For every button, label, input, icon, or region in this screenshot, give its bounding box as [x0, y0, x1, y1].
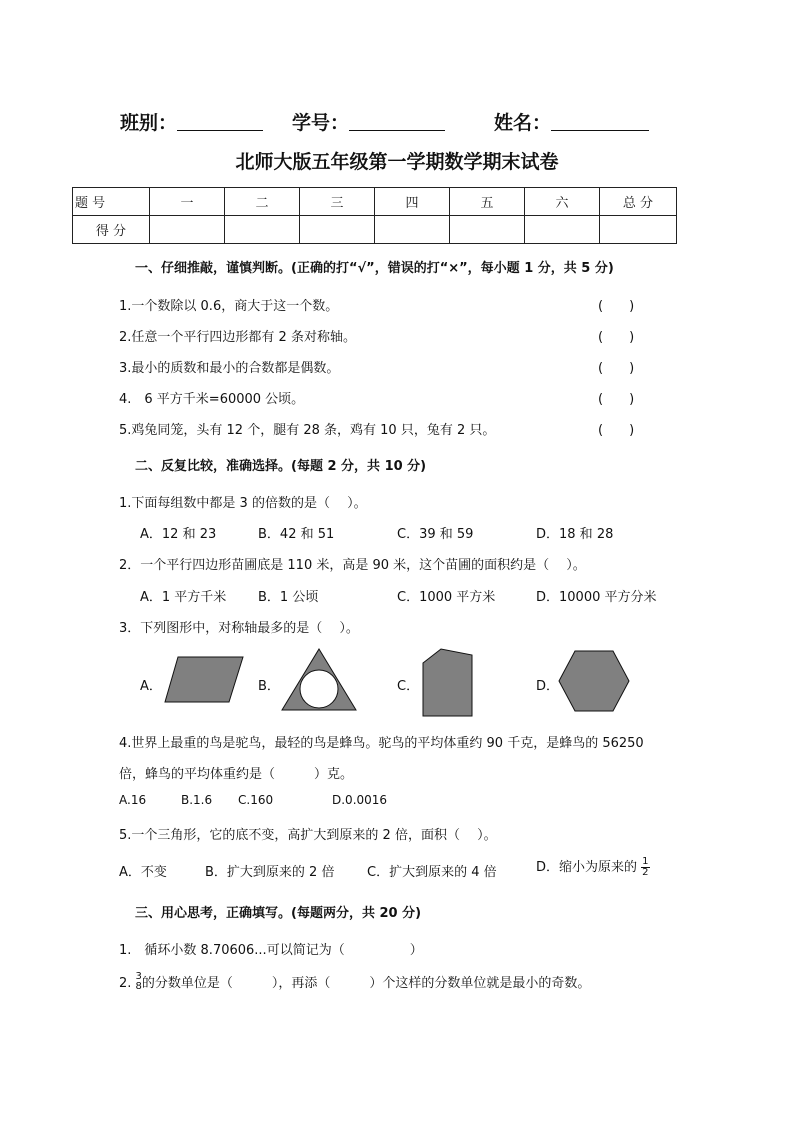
page-title: 北师大版五年级第一学期数学期末试卷	[235, 151, 559, 173]
q1-option-b[interactable]: B．42 和 51	[258, 527, 335, 542]
q1-option-d[interactable]: D．18 和 28	[536, 527, 614, 542]
answer-paren-3[interactable]: ( )	[598, 361, 635, 376]
q3-option-d[interactable]: D．	[536, 679, 560, 694]
score-cell[interactable]	[375, 216, 450, 244]
q4-option-d[interactable]: D.0.0016	[332, 793, 388, 807]
answer-paren-5[interactable]: ( )	[598, 423, 635, 438]
q1-option-a[interactable]: A．12 和 23	[140, 527, 217, 542]
section2-heading: 二、反复比较，准确选择。(每题 2 分，共 10 分)	[135, 459, 427, 474]
fill-q2-text: 的分数单位是（ ），再添（ ）个这样的分数单位就是最小的奇数。	[141, 976, 591, 991]
section3-heading: 三、用心思考，正确填写。(每题两分，共 20 分)	[135, 906, 422, 921]
score-cell[interactable]	[300, 216, 375, 244]
fill-q2-number: 2.	[119, 976, 132, 991]
answer-paren-4[interactable]: ( )	[598, 392, 635, 407]
section1-heading: 一、仔细推敲，谨慎判断。(正确的打“√”，错误的打“×”，每小题 1 分，共 5 分)	[135, 261, 614, 276]
name-blank[interactable]	[551, 110, 649, 131]
cell-header: 六	[525, 188, 600, 216]
q2-option-c[interactable]: C．1000 平方米	[397, 590, 496, 605]
q5-option-c[interactable]: C．扩大到原来的 4 倍	[367, 865, 497, 880]
q2-option-d[interactable]: D．10000 平方分米	[536, 590, 657, 605]
name-label: 姓名：	[494, 108, 649, 135]
cell-header-total: 总 分	[600, 188, 677, 216]
q2-option-a[interactable]: A．1 平方千米	[140, 590, 227, 605]
fill-q2	[119, 972, 590, 992]
q4-option-b[interactable]: B.1.6	[181, 793, 213, 807]
parallelogram-shape	[160, 652, 250, 706]
fraction-one-half: $\frac{1}{2}$	[642, 856, 649, 878]
student-id-blank[interactable]	[349, 110, 445, 131]
q3-option-a[interactable]: A．	[140, 679, 162, 694]
hexagon-shape	[556, 648, 632, 714]
judge-item-4: 4. 6 平方千米=60000 公顷。	[119, 392, 305, 407]
q2-option-b[interactable]: B．1 公顷	[258, 590, 319, 605]
score-value-row	[73, 216, 677, 244]
choice-q1: 1.下面每组数中都是 3 的倍数的是（ ）。	[119, 496, 367, 511]
class-blank[interactable]	[177, 110, 263, 131]
student-id-label: 学号：	[292, 108, 445, 135]
q4-option-a[interactable]: A.16	[119, 793, 147, 807]
judge-item-5: 5.鸡兔同笼，头有 12 个，腿有 28 条，鸡有 10 只，兔有 2 只。	[119, 423, 496, 438]
score-table	[72, 187, 677, 244]
score-cell[interactable]	[600, 216, 677, 244]
q3-option-b[interactable]: B．	[258, 679, 280, 694]
choice-q4-line1: 4.世界上最重的鸟是驼鸟，最轻的鸟是蜂鸟。驼鸟的平均体重约 90 千克，是蜂鸟的 56250	[119, 736, 644, 751]
score-cell[interactable]	[150, 216, 225, 244]
choice-q2: 2．一个平行四边形苗圃底是 110 米，高是 90 米，这个苗圃的面积约是（ ）。	[119, 558, 586, 573]
choice-q5: 5.一个三角形，它的底不变，高扩大到原来的 2 倍，面积（ ）。	[119, 828, 497, 843]
cell-header: 二	[225, 188, 300, 216]
triangle-with-circle-shape	[278, 646, 360, 714]
q4-option-c[interactable]: C.160	[238, 793, 274, 807]
answer-paren-1[interactable]: ( )	[598, 299, 635, 314]
answer-paren-2[interactable]: ( )	[598, 330, 635, 345]
cell-label-score: 得 分	[73, 216, 150, 244]
q5-option-b[interactable]: B．扩大到原来的 2 倍	[205, 865, 335, 880]
cell-header: 四	[375, 188, 450, 216]
pentagon-shape	[419, 646, 477, 720]
score-cell[interactable]	[525, 216, 600, 244]
score-cell[interactable]	[225, 216, 300, 244]
q1-option-c[interactable]: C．39 和 59	[397, 527, 474, 542]
fill-q1: 1. 循环小数 8.70606...可以简记为（ ）	[119, 943, 423, 958]
cell-header: 一	[150, 188, 225, 216]
cell-header: 五	[450, 188, 525, 216]
q5-option-a[interactable]: A．不变	[119, 865, 167, 880]
q5-option-d[interactable]	[536, 856, 650, 878]
score-header-row	[73, 188, 677, 216]
class-label: 班别：	[120, 108, 263, 135]
fraction-three-eighths: 3 8	[135, 971, 142, 992]
judge-item-3: 3.最小的质数和最小的合数都是偶数。	[119, 361, 340, 376]
judge-item-1: 1.一个数除以 0.6，商大于这一个数。	[119, 299, 339, 314]
q5-option-d-text: D．缩小为原来的	[536, 860, 638, 875]
cell-label-question: 题 号	[73, 188, 150, 216]
judge-item-2: 2.任意一个平行四边形都有 2 条对称轴。	[119, 330, 356, 345]
cell-header: 三	[300, 188, 375, 216]
choice-q4-line2: 倍，蜂鸟的平均体重约是（ ）克。	[119, 767, 354, 782]
choice-q3: 3．下列图形中，对称轴最多的是（ ）。	[119, 621, 359, 636]
score-cell[interactable]	[450, 216, 525, 244]
q3-option-c[interactable]: C．	[397, 679, 420, 694]
